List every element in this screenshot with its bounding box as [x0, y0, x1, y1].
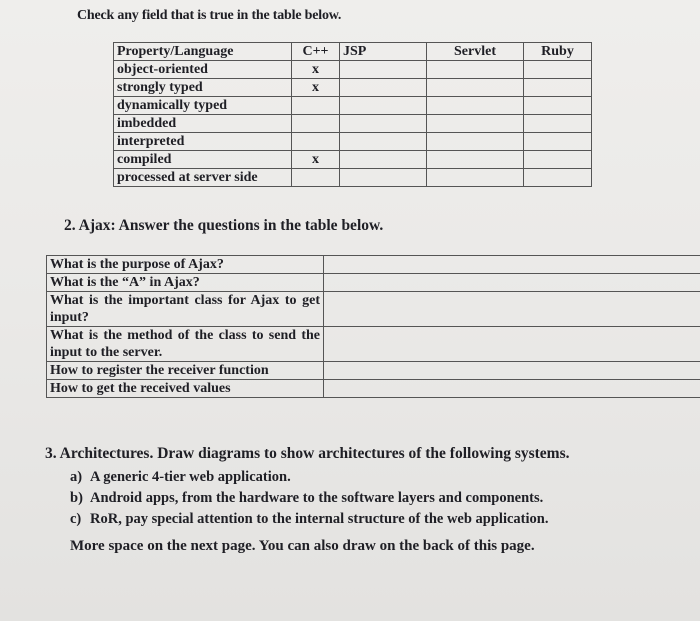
check-cell[interactable] [427, 151, 524, 169]
table-row [114, 151, 592, 169]
answer-cell[interactable] [324, 380, 700, 398]
check-cell[interactable] [340, 61, 427, 79]
property-cell: object-oriented [114, 61, 292, 79]
question-3-note: More space on the next page. You can also draw on the back of this page. [70, 538, 535, 554]
check-cell[interactable] [292, 115, 340, 133]
question-3-heading: 3. Architectures. Draw diagrams to show architectures of the following systems. [45, 445, 570, 462]
language-property-table [113, 42, 592, 187]
check-cell[interactable]: x [292, 151, 340, 169]
header-ruby: Ruby [524, 43, 592, 61]
check-cell[interactable] [427, 79, 524, 97]
check-cell[interactable] [524, 115, 592, 133]
list-item [70, 467, 548, 488]
check-cell[interactable] [524, 61, 592, 79]
check-cell[interactable] [340, 169, 427, 187]
question-cell: How to register the receiver function [47, 362, 324, 380]
check-cell[interactable] [340, 115, 427, 133]
check-cell[interactable] [340, 151, 427, 169]
property-cell: compiled [114, 151, 292, 169]
check-cell[interactable] [524, 79, 592, 97]
question-3-list [70, 467, 548, 530]
header-jsp: JSP [340, 43, 427, 61]
check-cell[interactable]: x [292, 61, 340, 79]
property-cell: processed at server side [114, 169, 292, 187]
list-item [70, 488, 548, 509]
question-cell: What is the method of the class to send the input to the server. [47, 327, 324, 362]
list-marker: b) [70, 490, 83, 506]
property-cell: dynamically typed [114, 97, 292, 115]
property-cell: interpreted [114, 133, 292, 151]
check-cell[interactable] [524, 133, 592, 151]
table-row [114, 61, 592, 79]
check-cell[interactable] [292, 133, 340, 151]
header-cpp: C++ [292, 43, 340, 61]
table-row [47, 380, 700, 398]
question-cell: What is the “A” in Ajax? [47, 274, 324, 292]
table-row [114, 133, 592, 151]
check-cell[interactable] [427, 61, 524, 79]
table-header-row [114, 43, 592, 61]
check-cell[interactable] [292, 169, 340, 187]
header-property: Property/Language [114, 43, 292, 61]
list-marker: a) [70, 469, 83, 485]
list-marker: c) [70, 511, 82, 527]
question-cell: How to get the received values [47, 380, 324, 398]
intro-text: Check any field that is true in the table below. [77, 8, 342, 23]
question-2-heading: 2. Ajax: Answer the questions in the table below. [64, 217, 384, 234]
answer-cell[interactable] [324, 362, 700, 380]
question-cell: What is the purpose of Ajax? [47, 256, 324, 274]
list-item-text: RoR, pay special attention to the internal structure of the web application. [90, 511, 549, 527]
property-cell: imbedded [114, 115, 292, 133]
table-row [114, 97, 592, 115]
check-cell[interactable] [340, 79, 427, 97]
table-row [114, 79, 592, 97]
property-cell: strongly typed [114, 79, 292, 97]
check-cell[interactable] [524, 97, 592, 115]
table-row [47, 256, 700, 274]
check-cell[interactable] [292, 97, 340, 115]
table-row [114, 115, 592, 133]
check-cell[interactable] [340, 97, 427, 115]
answer-cell[interactable] [324, 327, 700, 362]
header-servlet: Servlet [427, 43, 524, 61]
list-item-text: Android apps, from the hardware to the software layers and components. [90, 490, 544, 506]
check-cell[interactable] [427, 97, 524, 115]
question-cell: What is the important class for Ajax to get input? [47, 292, 324, 327]
check-cell[interactable]: x [292, 79, 340, 97]
table-row [47, 362, 700, 380]
check-cell[interactable] [340, 133, 427, 151]
table-row [47, 274, 700, 292]
ajax-question-table [46, 255, 700, 398]
table-row [114, 169, 592, 187]
table-row [47, 327, 700, 362]
answer-cell[interactable] [324, 292, 700, 327]
check-cell[interactable] [427, 169, 524, 187]
check-cell[interactable] [427, 133, 524, 151]
check-cell[interactable] [524, 151, 592, 169]
answer-cell[interactable] [324, 274, 700, 292]
answer-cell[interactable] [324, 256, 700, 274]
table-row [47, 292, 700, 327]
check-cell[interactable] [524, 169, 592, 187]
list-item-text: A generic 4-tier web application. [90, 469, 291, 485]
check-cell[interactable] [427, 115, 524, 133]
list-item [70, 509, 548, 530]
